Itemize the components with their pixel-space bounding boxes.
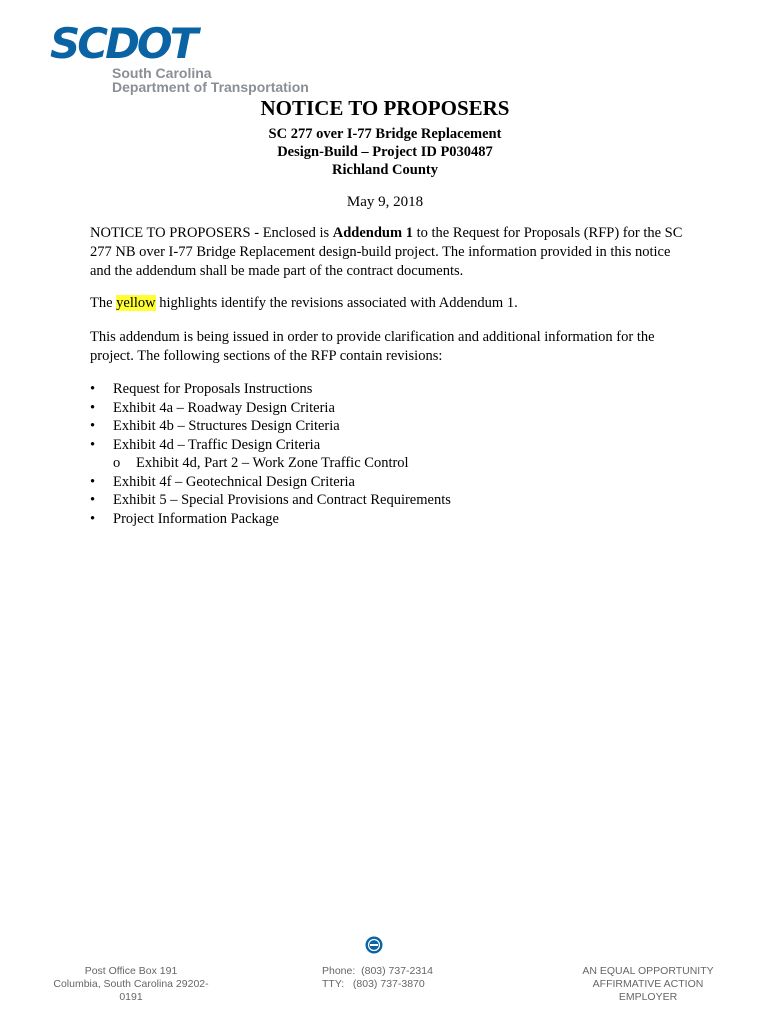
page-title: NOTICE TO PROPOSERS [260,96,510,120]
intro-text-end: to the Request for Proposals (RFP) for the SC 277 NB over I-77 Bridge Replacement design-build project. The information provided in this notice and the addendum shall be made part of the contract documents. [90,225,683,279]
list-item: • Exhibit 4a – Roadway Design Criteria [90,399,335,416]
logo-line-department: Department of Transportation [112,79,309,95]
paragraph-highlights [90,294,686,313]
revision-list [90,380,690,528]
subheading-project: SC 277 over I-77 Bridge Replacement [268,126,502,142]
footer-phone [322,965,432,991]
sub-bullet-icon: o [113,455,121,471]
list-item: • Exhibit 4f – Geotechnical Design Criteria [90,473,355,490]
paragraph-revisions: This addendum is being issued in order to provide clarification and additional information for the project. The following sections of the RFP contain revisions: [90,329,655,364]
list-item: • Exhibit 5 – Special Provisions and Contract Requirements [90,492,451,508]
logo-mark: SCDOT [50,19,196,68]
addendum-name: Addendum 1 [332,225,413,241]
footer-eeo [566,965,730,1004]
footer-address [46,965,216,1004]
footer-phone-line2: TTY: (803) 737-3870 [322,978,425,990]
bullet-icon: • [90,418,96,434]
list-item: • Request for Proposals Instructions [90,381,313,397]
list-item: • Exhibit 4d – Traffic Design Criteria [90,436,321,453]
seal-icon [365,936,383,954]
bullet-icon: • [90,381,96,397]
bullet-icon: • [90,399,96,416]
paragraph-intro [90,224,686,281]
bullet-icon: • [90,473,96,490]
list-item: • Project Information Package [90,510,279,527]
notice-date: May 9, 2018 [346,194,424,210]
highlighted-word: yellow [116,295,156,311]
footer-phone-line1: Phone: (803) 737-2314 [322,965,433,977]
footer-eeo-line1: AN EQUAL OPPORTUNITY [582,965,714,977]
bullet-icon: • [90,492,96,508]
footer-eeo-line2: AFFIRMATIVE ACTION EMPLOYER [592,978,704,1003]
highlight-text-end: highlights identify the revisions associated with Addendum 1. [155,295,518,311]
list-item: • Exhibit 4b – Structures Design Criteria [90,418,340,434]
bullet-icon: • [90,436,96,453]
highlight-text-start: The [90,295,117,311]
subheading-project-id: Design-Build – Project ID P030487 [277,144,493,160]
bullet-icon: • [90,510,96,527]
subheading-county: Richland County [332,162,438,178]
intro-text-start: NOTICE TO PROPOSERS - Enclosed is [90,225,333,241]
scdot-logo [50,19,320,96]
footer-address-line1: Post Office Box 191 [84,965,178,977]
footer-address-line2: Columbia, South Carolina 29202-0191 [53,978,209,1003]
list-subitem: o Exhibit 4d, Part 2 – Work Zone Traffic Control [113,455,409,471]
logo-line-state: South Carolina [112,65,212,81]
